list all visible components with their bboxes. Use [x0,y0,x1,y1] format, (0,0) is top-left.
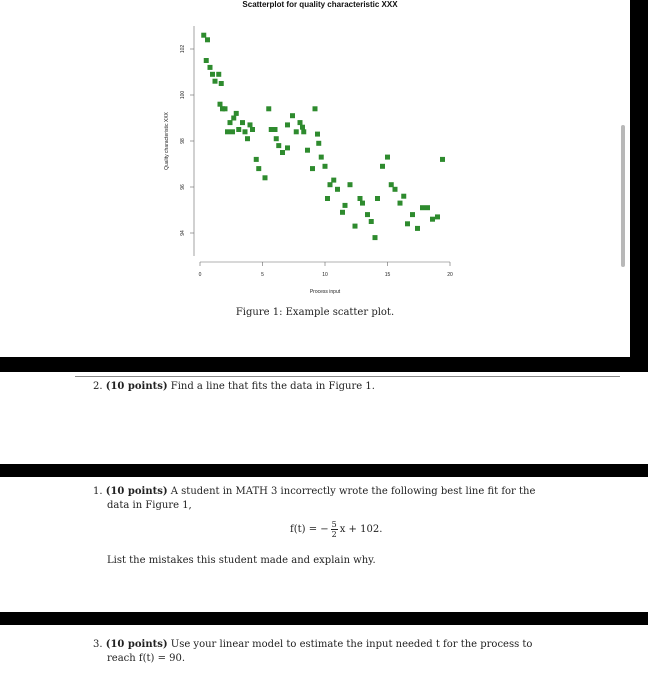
data-point [223,106,228,111]
data-point [228,120,233,125]
fraction-denominator: 2 [331,530,337,539]
question-number: 1. [93,486,103,497]
question-number: 3. [93,639,103,650]
y-tick-label: 98 [180,138,186,144]
data-point [285,122,290,127]
question-text-cont: reach f(t) = 90. [107,653,186,664]
data-point [401,194,406,199]
data-point [348,182,353,187]
data-point [385,155,390,160]
x-tick-label: 10 [322,272,328,278]
data-point [280,150,285,155]
x-tick-label: 20 [447,272,453,278]
y-tick-label: 96 [180,184,186,190]
data-point [405,221,410,226]
data-point [208,65,213,70]
question-2 [93,380,375,394]
x-tick-label: 15 [384,272,391,278]
data-point [248,122,253,127]
data-point [323,164,328,169]
data-point [328,182,333,187]
data-point [360,201,365,206]
y-tick-label: 100 [180,90,186,100]
data-point [216,72,221,77]
data-point [240,120,245,125]
figure-caption: Figure 1: Example scatter plot. [235,307,395,318]
data-point [375,196,380,201]
data-point [231,116,236,121]
data-point [225,129,230,134]
data-point [331,178,336,183]
data-point [365,212,370,217]
data-point [358,196,363,201]
data-point [310,166,315,171]
question-text: Use your linear model to estimate the input needed t for the process to [170,639,533,650]
y-tick-label: 94 [180,230,186,236]
data-point [285,145,290,150]
data-point [393,187,398,192]
data-point [319,155,324,160]
divider-rule [75,376,620,377]
data-point [204,58,209,63]
question-3-panel [0,625,648,700]
question-1-panel [0,477,648,612]
data-point [373,235,378,240]
data-point [201,33,206,38]
data-point [263,175,268,180]
question-text-cont: data in Figure 1, [107,500,192,511]
scrollbar[interactable] [621,125,625,267]
data-point [335,187,340,192]
data-point [274,136,279,141]
data-point [420,205,425,210]
data-point [389,182,394,187]
data-point [316,141,321,146]
data-point [300,125,305,130]
data-point [256,166,261,171]
scatter-chart [160,16,460,296]
question-2-panel [0,372,648,464]
data-point [234,111,239,116]
data-point [243,129,248,134]
x-tick-label: 0 [198,272,202,278]
data-point [301,129,306,134]
question-text: A student in MATH 3 incorrectly wrote the following best line fit for the [170,486,536,497]
data-point [380,164,385,169]
data-point [440,157,445,162]
question-3 [93,638,532,666]
data-point [435,214,440,219]
y-axis-label: Quality characteristic XXX [164,112,170,170]
data-point [254,157,259,162]
formula [290,520,382,539]
formula-lhs: f(t) = − [290,524,329,535]
data-point [218,102,223,107]
data-point [273,127,278,132]
data-point [425,205,430,210]
data-point [236,127,241,132]
data-point [205,37,210,42]
data-point [313,106,318,111]
question-points: (10 points) [105,381,168,392]
question-text: Find a line that fits the data in Figure 1. [170,381,375,392]
formula-fraction [331,520,338,539]
question-1 [93,485,535,513]
data-point [325,196,330,201]
x-tick-label: 5 [261,272,264,278]
data-point [298,120,303,125]
figure-panel [0,0,630,357]
data-point [353,224,358,229]
data-point [266,106,271,111]
x-axis-label: Process input [309,289,341,295]
data-point [305,148,310,153]
data-point [276,143,281,148]
data-point [210,72,215,77]
data-point [410,212,415,217]
question-number: 2. [93,381,103,392]
question-points: (10 points) [105,639,168,650]
data-point [340,210,345,215]
data-point [250,127,255,132]
question-1-followup: List the mistakes this student made and explain why. [107,555,376,566]
question-points: (10 points) [105,486,168,497]
data-point [343,203,348,208]
data-point [230,129,235,134]
data-point [315,132,320,137]
fraction-numerator: 5 [331,520,337,529]
y-tick-label: 102 [180,44,186,54]
formula-rhs: x + 102. [339,524,383,535]
data-point [245,136,250,141]
data-point [369,219,374,224]
data-point [294,129,299,134]
data-point [219,81,224,86]
data-point [290,113,295,118]
data-point [213,79,218,84]
chart-title: Scatterplot for quality characteristic XXX [242,0,398,9]
data-point [430,217,435,222]
data-point [415,226,420,231]
data-point [398,201,403,206]
